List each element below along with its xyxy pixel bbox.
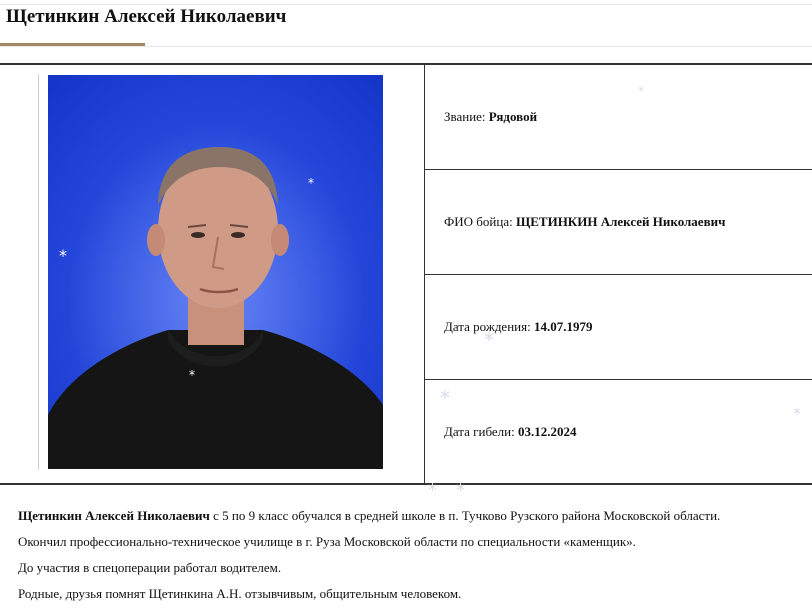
svg-text:*: * [59,246,67,265]
fio-value: ЩЕТИНКИН Алексей Николаевич [515,214,726,229]
header-separator [0,46,812,47]
bio-line: До участия в спецоперации работал водителем. [18,560,282,575]
fio-label: ФИО бойца: [444,214,516,229]
biography [18,503,808,607]
death-date-value: 03.12.2024 [517,424,577,439]
bio-line [18,503,808,529]
rank-label: Звание: [444,109,489,124]
death-date-label: Дата гибели: [444,424,518,439]
page-title: Щетинкин Алексей Николаевич [6,6,287,27]
fio-row [425,170,812,274]
svg-text:*: * [308,176,314,190]
bio-line: Окончил профессионально-техническое училище в г. Руза Московской области по специальности «каменщик». [18,534,636,549]
death-row [425,380,812,484]
top-border [0,4,812,5]
rank-value: Рядовой [488,109,538,124]
snowflake-icon: * [793,404,801,423]
birth-date-value: 14.07.1979 [533,319,593,334]
snowflake-icon: * [638,84,644,98]
birth-row [425,275,812,379]
snowflake-icon: * [484,328,494,352]
portrait-photo [48,75,383,469]
snowflake-icon: * [456,480,465,501]
birth-date-label: Дата рождения: [444,319,534,334]
portrait-illustration [48,75,383,469]
rank-row [425,65,812,169]
photo-frame-edge [38,74,39,470]
snowflake-icon: * [428,480,437,501]
bio-line1-text: с 5 по 9 класс обучался в средней школе в п. Тучково Рузского района Московской области. [209,508,721,523]
bio-line: Родные, друзья помнят Щетинкина А.Н. отзывчивым, общительным человеком. [18,586,462,601]
snowflake-icon: * [440,386,450,410]
bio-name: Щетинкин Алексей Николаевич [18,508,210,523]
svg-text:*: * [189,368,195,382]
